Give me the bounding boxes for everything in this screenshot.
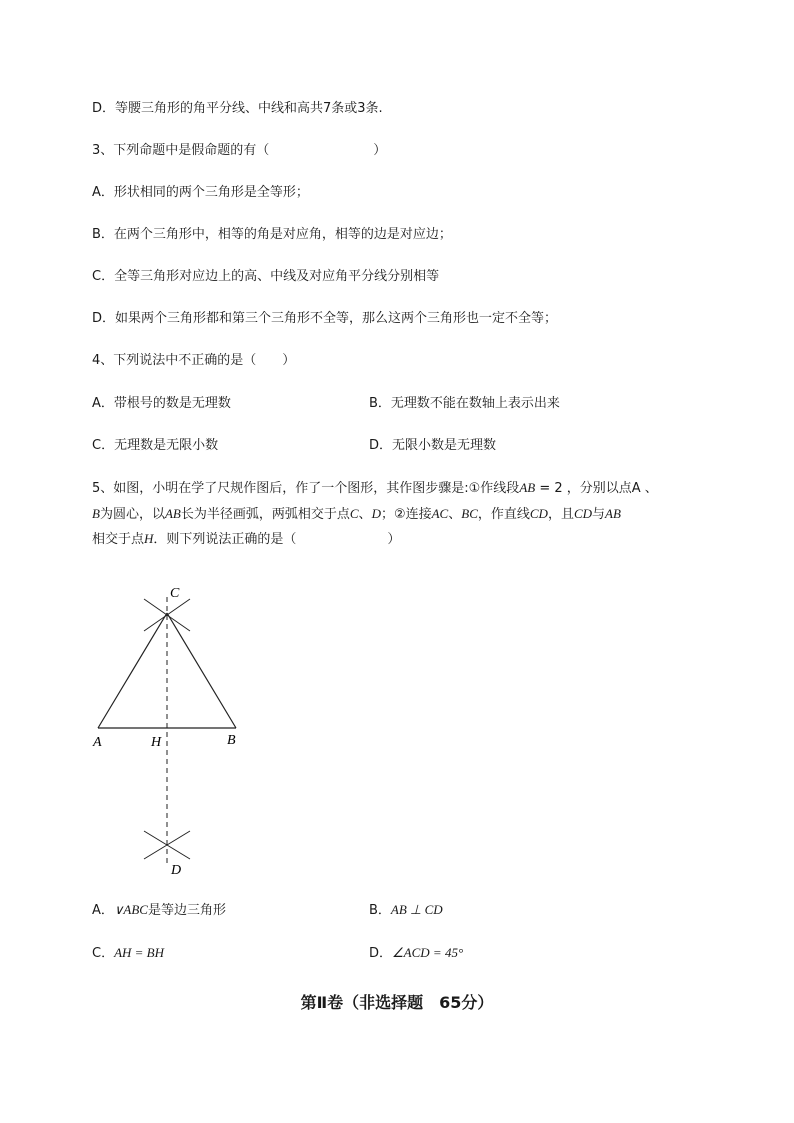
q5-geometry-figure	[80, 575, 260, 885]
q5-stem-text: ，且	[547, 507, 574, 522]
q5-stem-math: D	[371, 506, 381, 521]
q5-stem-line-1	[92, 479, 658, 498]
q5-stem-text: 、	[358, 507, 372, 522]
q4-option-a: A．带根号的数是无理数	[92, 396, 231, 411]
q5-stem-math: AB	[605, 506, 621, 521]
q5-option-a-math: ∨ABC	[113, 902, 148, 917]
segment-bc	[167, 613, 236, 728]
q5-option-b-prefix: B．	[369, 903, 391, 918]
label-c: C	[170, 586, 180, 601]
q5-option-c-math: AH = BH	[114, 945, 165, 960]
q5-stem-math: BC	[461, 506, 478, 521]
q5-option-a-prefix: A．	[92, 903, 114, 918]
q2-option-d: D．等腰三角形的角平分线、中线和高共7条或3条.	[92, 101, 383, 116]
q4-option-b: B．无理数不能在数轴上表示出来	[369, 396, 560, 411]
q5-stem-text: ．则下列说法正确的是（ ）	[153, 532, 401, 547]
q5-option-a-text: 是等边三角形	[147, 903, 226, 918]
q4-option-c: C．无理数是无限小数	[92, 438, 219, 453]
q4-stem: 4、下列说法中不正确的是（ ）	[92, 353, 296, 368]
q5-stem-line-3	[92, 530, 400, 549]
q5-stem-math: AB	[519, 480, 536, 495]
q5-stem-text: 长为半径画弧，两弧相交于点	[180, 507, 350, 522]
q5-stem-math: H	[144, 531, 154, 546]
q5-option-b	[369, 901, 443, 920]
q3-option-d: D．如果两个三角形都和第三个三角形不全等，那么这两个三角形也一定不全等；	[92, 311, 558, 326]
q5-stem-text: 为圆心，以	[99, 507, 165, 522]
q5-stem-math: AC	[431, 506, 449, 521]
q5-stem-math: CD	[529, 506, 548, 521]
q5-stem-line-2	[92, 505, 621, 524]
label-a: A	[93, 735, 102, 750]
q5-stem-math: B	[92, 506, 100, 521]
q5-stem-text: = 2 ，分别以点A 、	[535, 481, 658, 496]
q5-option-a	[92, 901, 226, 920]
label-b: B	[227, 733, 236, 748]
q5-option-d-prefix: D．	[369, 946, 393, 961]
q5-stem-math: AB	[164, 506, 181, 521]
label-d: D	[171, 863, 182, 878]
q4-option-d: D．无限小数是无理数	[369, 438, 497, 453]
q5-option-d	[369, 944, 463, 963]
q5-stem-math: CD	[573, 506, 593, 521]
q5-stem-math: C	[349, 506, 359, 521]
q3-option-a: A．形状相同的两个三角形是全等形；	[92, 185, 309, 200]
q5-option-c	[92, 944, 164, 963]
q5-stem-text: 与	[592, 507, 606, 522]
q5-stem-text: 相交于点	[92, 532, 145, 547]
q5-stem-text: ，作直线	[477, 507, 530, 522]
q5-stem-text: 5、如图，小明在学了尺规作图后，作了一个图形，其作图步骤是:①作线段	[92, 481, 520, 496]
q3-stem: 3、下列命题中是假命题的有（ ）	[92, 143, 387, 158]
q3-option-b: B．在两个三角形中，相等的角是对应角，相等的边是对应边；	[92, 227, 452, 242]
q3-option-c: C．全等三角形对应边上的高、中线及对应角平分线分别相等	[92, 269, 440, 284]
section-2-title: 第Ⅱ卷（非选择题 65分）	[300, 993, 494, 1012]
label-h: H	[151, 735, 162, 750]
q5-stem-text: 、	[448, 507, 462, 522]
q5-option-c-prefix: C．	[92, 946, 115, 961]
q5-stem-text: ；②连接	[380, 507, 432, 522]
segment-ac	[98, 613, 167, 728]
q5-option-b-math: AB ⊥ CD	[390, 902, 443, 917]
q5-option-d-math: ∠ACD = 45°	[392, 945, 464, 960]
